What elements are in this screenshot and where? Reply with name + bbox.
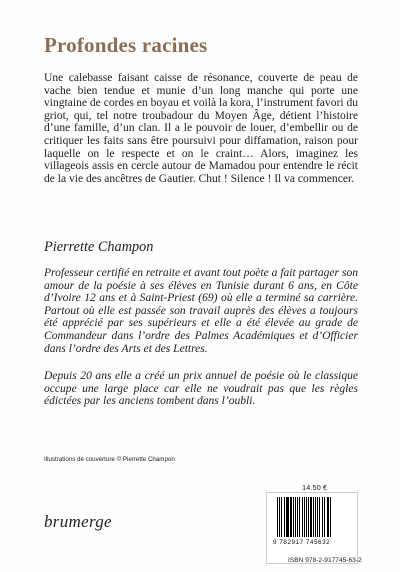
price-label: 14.50 € [302,483,328,492]
isbn-label: ISBN 978-2-917745-63-2 [288,557,362,564]
illustration-credit: Illustrations de couverture © Pierrette Champon [44,456,175,463]
barcode-bar [330,497,331,537]
barcode-bars [277,497,349,537]
barcode [266,492,358,564]
publisher-logo: brumerge [44,512,112,531]
ean-digits: 9 782917 745632 [273,539,331,546]
author-bio-paragraph-2: Depuis 20 ans elle a créé un prix annuel de poésie où le classique occupe une large place car elle ne voudrait pas que les règles édictées par les anciens tombent dans l’oubli. [44,370,358,408]
book-title: Profondes racines [44,33,208,57]
author-bio-paragraph-1: Professeur certifié en retraite et avant tout poète a fait partager son amour de la poésie à ses élèves en Tunisie durant 6 ans, en Côte d’Ivoire 12 ans et à Saint-Priest (69) où elle a terminé sa carrière. Partout où elle est passée son travail auprès des élèves a toujours été apprécié par ses supérieurs et elle a été élevée au grade de Commandeur dans l’ordre des Palmes Académiques et d’Officier dans l’ordre des Arts et des Lettres. [44,267,358,355]
book-blurb: Une calebasse faisant caisse de résonance, couverte de peau de vache bien tendue et munie d’un long manche qui porte une vingtaine de cordes en boyau et voilà la kora, l’instrument favori du griot, qui, tel notre troubadour du Moyen Âge, détient l’histoire d’une famille, d’un clan. Il a le pouvoir de louer, d’embellir ou de critiquer les faits sans être poursuivi pour diffamation, raison pour laquelle on le respecte et on le craint… Alors, imaginez les villageois assis en cercle autour de Mamadou pour entendre le récit de la vie des ancêtres de Gautier. Chut ! Silence ! Il va commencer. [44,72,358,185]
author-name: Pierrette Champon [44,239,154,255]
